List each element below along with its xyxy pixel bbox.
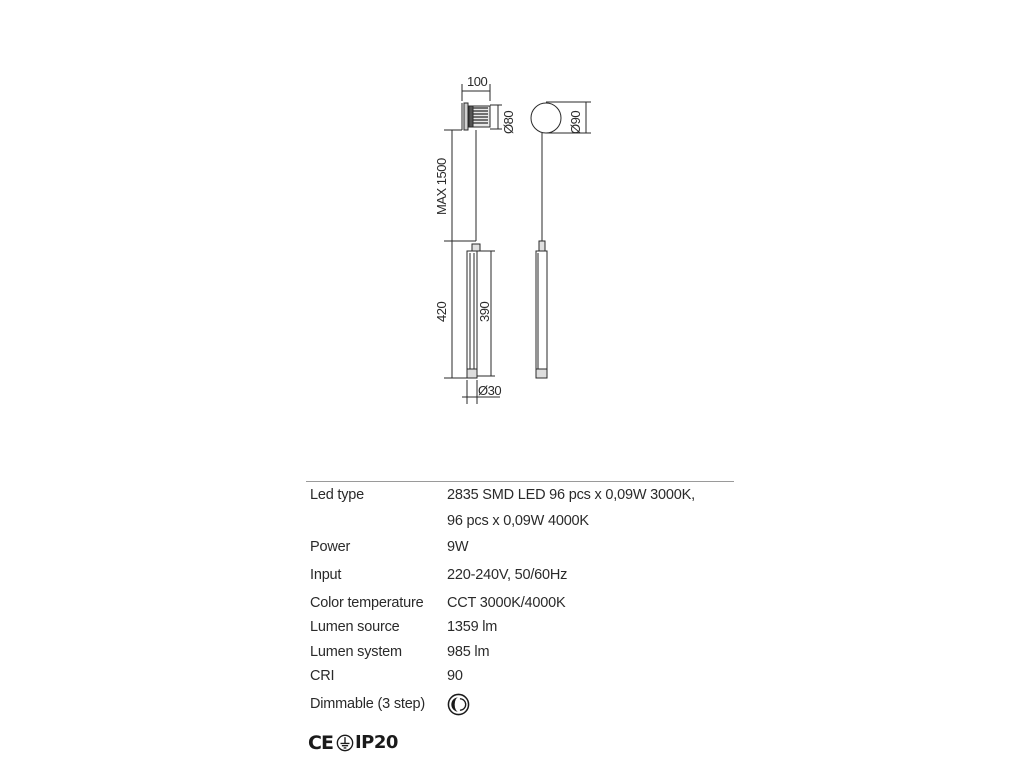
spec-value-power: 9W [447, 539, 469, 555]
spec-label-color-temperature: Color temperature [310, 595, 424, 611]
spec-value-lumen-system: 985 lm [447, 644, 490, 660]
spec-label-dimmable: Dimmable (3 step) [310, 696, 426, 712]
spec-label-led-type: Led type [310, 487, 365, 503]
spec-value-input: 220-240V, 50/60Hz [447, 567, 568, 583]
certification-row [308, 732, 398, 754]
spec-label-input: Input [310, 567, 342, 583]
spec-divider [306, 481, 734, 482]
canopy-diameter-label: Ø80 [501, 110, 516, 134]
ce-mark: CE [308, 732, 333, 754]
canopy-front-diameter-label: Ø90 [568, 110, 583, 134]
spec-label-cri: CRI [310, 668, 335, 684]
total-length-label: 420 [434, 301, 449, 322]
spec-value-lumen-source: 1359 lm [447, 619, 498, 635]
spec-value-color-temperature: CCT 3000K/4000K [447, 595, 566, 611]
ip-rating: IP20 [354, 732, 398, 753]
spec-value-led-type: 2835 SMD LED 96 pcs x 0,09W 3000K, [447, 487, 695, 503]
spec-label-lumen-system: Lumen system [310, 644, 402, 660]
spec-label-power: Power [310, 539, 351, 555]
tube-diameter-label: Ø30 [478, 383, 502, 398]
spec-value-cri: 90 [447, 668, 463, 684]
canopy-width-label: 100 [467, 74, 488, 89]
dimmable-icon [447, 693, 470, 716]
cable-length-label: MAX 1500 [434, 158, 449, 215]
spec-label-lumen-source: Lumen source [310, 619, 400, 635]
spec-value-led-type-line2: 96 pcs x 0,09W 4000K [447, 513, 589, 529]
earth-ground-icon [336, 734, 354, 752]
diffuser-length-label: 390 [477, 301, 492, 322]
